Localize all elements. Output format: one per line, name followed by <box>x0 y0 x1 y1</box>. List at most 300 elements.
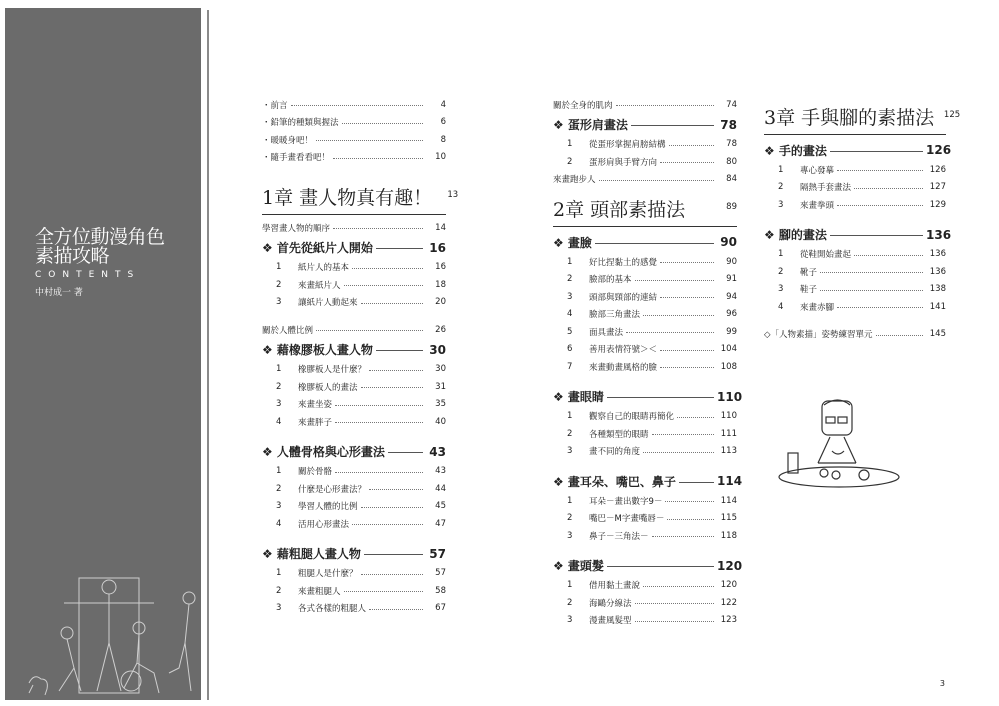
toc-entry-number: 4 <box>778 301 784 312</box>
toc-entry[interactable] <box>764 281 946 299</box>
toc-entry[interactable] <box>262 276 446 294</box>
toc-leader-dots <box>652 434 714 435</box>
toc-entry-title: 2章 頭部素描法 <box>553 199 686 221</box>
toc-entry-title: 讓紙片人動起來 <box>298 298 358 309</box>
toc-leader-dots <box>352 524 423 525</box>
toc-entry[interactable] <box>262 413 446 431</box>
toc-leader-dots <box>607 566 714 567</box>
toc-leader-dots <box>335 472 423 473</box>
toc-leader-dots <box>342 123 423 124</box>
toc-leader-dots <box>837 307 923 308</box>
toc-leader-dots <box>677 417 714 418</box>
toc-leader-dots <box>667 519 714 520</box>
toc-column-3 <box>764 96 961 507</box>
toc-entry-title: 來畫拳頭 <box>800 200 835 211</box>
toc-leader-dots <box>669 145 714 146</box>
toc-entry[interactable] <box>553 271 737 289</box>
toc-entry-title: ❖ 人體骨格與心形畫法 <box>262 445 385 459</box>
toc-page-number: 16 <box>429 240 446 255</box>
toc-spacer <box>262 533 446 543</box>
toc-page-number: 80 <box>726 156 737 167</box>
toc-entry[interactable] <box>553 527 737 545</box>
toc-entry[interactable] <box>262 396 446 414</box>
toc-entry-number: 1 <box>778 249 784 260</box>
toc-spacer <box>553 376 737 386</box>
toc-entry-number: 3 <box>567 291 573 302</box>
toc-entry-number: 1 <box>276 364 282 375</box>
toc-entry-title: 來畫胖子 <box>298 417 333 428</box>
toc-leader-dots <box>830 151 923 152</box>
toc-entry-title: 臉部三角畫法 <box>589 310 641 321</box>
toc-section-heading[interactable] <box>553 114 737 136</box>
toc-leader-dots <box>660 297 714 298</box>
toc-entry-number: 6 <box>567 344 573 355</box>
toc-entry-number: 1 <box>276 262 282 273</box>
toc-leader-dots <box>344 285 423 286</box>
toc-entry-number: 2 <box>276 279 282 290</box>
toc-entry[interactable] <box>764 161 946 179</box>
toc-leader-dots <box>369 489 423 490</box>
artist-at-desk-illustration <box>774 393 904 503</box>
toc-page-number: 118 <box>720 530 737 541</box>
toc-leader-dots <box>369 609 423 610</box>
toc-entry[interactable] <box>553 96 737 114</box>
toc-entry[interactable] <box>262 321 446 339</box>
toc-leader-dots <box>335 405 423 406</box>
toc-entry[interactable] <box>262 259 446 277</box>
toc-page-number: 14 <box>435 222 446 233</box>
toc-entry-number: 3 <box>276 399 282 410</box>
toc-entry-title: 專心發摹 <box>800 165 835 176</box>
toc-page-number: 99 <box>726 326 737 337</box>
toc-leader-dots <box>635 280 714 281</box>
toc-page-number: 127 <box>929 182 946 193</box>
toc-entry[interactable] <box>553 288 737 306</box>
toc-page-number: 96 <box>726 309 737 320</box>
toc-entry[interactable] <box>262 361 446 379</box>
toc-entry[interactable] <box>262 480 446 498</box>
toc-entry[interactable] <box>262 565 446 583</box>
toc-entry[interactable] <box>262 582 446 600</box>
toc-entry-title: 面具畫法 <box>589 327 624 338</box>
toc-entry-number: 2 <box>276 483 282 494</box>
toc-page-number: 35 <box>435 399 446 410</box>
sidebar-panel <box>5 8 201 700</box>
toc-entry-title: ❖ 畫眼睛 <box>553 390 604 404</box>
toc-entry-number: 2 <box>567 428 573 439</box>
toc-entry-title: ・鉛筆的種類與握法 <box>262 118 339 129</box>
toc-entry[interactable] <box>553 594 737 612</box>
toc-entry-number: 1 <box>276 568 282 579</box>
toc-entry-title: 來畫赤腳 <box>800 302 835 313</box>
sidebar-divider <box>207 10 209 700</box>
toc-entry-number: 2 <box>567 597 573 608</box>
toc-entry-title: ❖ 畫耳朵、嘴巴、鼻子 <box>553 474 676 489</box>
toc-entry[interactable] <box>262 463 446 481</box>
toc-leader-dots <box>652 536 714 537</box>
toc-entry[interactable] <box>262 96 446 114</box>
toc-leader-dots <box>316 140 423 141</box>
toc-entry-title: ❖ 首先從紙片人開始 <box>262 241 373 255</box>
toc-spacer <box>262 166 446 176</box>
toc-entry-number: 2 <box>567 274 573 285</box>
toc-entry-title: ◇「人物素描」姿勢練習單元 <box>764 330 873 341</box>
toc-leader-dots <box>291 105 423 106</box>
toc-entry-title: 關於骨骼 <box>298 467 333 478</box>
toc-entry[interactable] <box>553 510 737 528</box>
toc-entry-title: 各式各樣的粗腿人 <box>298 604 367 615</box>
toc-page-number: 90 <box>726 256 737 267</box>
toc-entry[interactable] <box>764 196 946 214</box>
toc-leader-dots <box>607 397 714 398</box>
toc-page-number: 114 <box>717 474 743 488</box>
toc-entry-title: 耳朵－畫出數字9－ <box>589 496 663 507</box>
toc-page-number: 10 <box>435 152 446 163</box>
toc-page-number: 40 <box>435 416 446 427</box>
toc-section-heading[interactable] <box>553 470 743 492</box>
toc-page-number: 78 <box>726 139 737 150</box>
toc-entry-number: 1 <box>567 256 573 267</box>
toc-entry[interactable] <box>553 341 737 359</box>
toc-column-2 <box>553 96 743 629</box>
toc-page-number: 115 <box>720 513 737 524</box>
toc-entry-title: 靴子 <box>800 267 818 278</box>
toc-section-heading[interactable] <box>764 224 952 246</box>
toc-spacer <box>553 545 737 555</box>
toc-entry[interactable] <box>553 492 737 510</box>
toc-entry-title: 畫不同的角度 <box>589 447 641 458</box>
toc-page-number: 138 <box>929 284 946 295</box>
toc-entry[interactable] <box>553 408 737 426</box>
toc-leader-dots <box>854 188 923 189</box>
toc-entry-title: 什麼是心形畫法？ <box>298 484 367 495</box>
toc-leader-dots <box>344 591 423 592</box>
toc-entry-number: 2 <box>567 156 573 167</box>
toc-entry-number: 3 <box>778 199 784 210</box>
toc-section-heading[interactable] <box>262 339 446 361</box>
toc-entry[interactable] <box>262 294 446 312</box>
toc-page-number: 84 <box>726 174 737 185</box>
toc-entry-title: 粗腿人是什麼？ <box>298 569 358 580</box>
toc-entry-title: ❖ 畫臉 <box>553 235 592 250</box>
toc-entry-title: 隔熱手套畫法 <box>800 183 852 194</box>
toc-entry[interactable] <box>262 149 446 167</box>
toc-page-number: 89 <box>726 202 737 212</box>
toc-entry[interactable] <box>262 378 446 396</box>
toc-chapter-heading[interactable] <box>553 188 737 227</box>
toc-page-number: 111 <box>720 428 737 439</box>
toc-page-number: 113 <box>720 446 737 457</box>
toc-page-number: 136 <box>929 266 946 277</box>
toc-spacer <box>262 311 446 321</box>
toc-page-number: 120 <box>717 558 743 573</box>
toc-entry-number: 1 <box>567 580 573 591</box>
toc-entry-title: 海鷗分線法 <box>589 598 632 609</box>
toc-entry-title: 橡膠板人的畫法 <box>298 382 358 393</box>
toc-entry-title: ・暖暖身吧！ <box>262 135 314 146</box>
toc-leader-dots <box>316 330 423 331</box>
toc-entry-title: 借用黏土畫說 <box>589 581 641 592</box>
toc-page-number: 145 <box>929 329 946 340</box>
toc-entry-title: ❖ 手的畫法 <box>764 143 827 158</box>
toc-leader-dots <box>599 180 714 181</box>
toc-leader-dots <box>837 170 923 171</box>
toc-entry[interactable] <box>553 358 737 376</box>
toc-entry-number: 3 <box>276 501 282 512</box>
toc-section-heading[interactable] <box>553 555 743 577</box>
toc-page-number: 126 <box>926 143 952 157</box>
toc-page-number: 78 <box>720 117 737 132</box>
toc-entry-title: 來畫跑步人 <box>553 175 596 186</box>
toc-entry[interactable] <box>764 246 946 264</box>
page-number: 3 <box>939 679 945 688</box>
toc-entry-title: 鼻子－三角法－ <box>589 531 649 542</box>
toc-entry-title: 來畫紙片人 <box>298 280 341 291</box>
toc-leader-dots <box>376 350 423 351</box>
toc-entry-title: 善用表情符號＞＜ <box>589 345 658 356</box>
toc-entry-number: 2 <box>778 182 784 193</box>
toc-entry-title: 關於全身的肌肉 <box>553 100 613 111</box>
toc-page-number: 57 <box>435 568 446 579</box>
toc-leader-dots <box>876 335 923 336</box>
toc-entry-title: 來畫坐姿 <box>298 400 333 411</box>
toc-leader-dots <box>364 554 423 555</box>
toc-chapter-heading[interactable] <box>764 96 961 135</box>
toc-page-number: 91 <box>726 274 737 285</box>
toc-page-number: 6 <box>440 117 446 128</box>
contents-label: CONTENTS <box>35 270 141 280</box>
toc-section-heading[interactable] <box>553 386 743 408</box>
toc-entry-title: 1章 畫人物真有趣！ <box>262 187 433 209</box>
toc-entry-title: ❖ 蛋形肩畫法 <box>553 118 628 132</box>
toc-entry[interactable] <box>262 515 446 533</box>
toc-entry-number: 3 <box>567 615 573 626</box>
toc-entry-title: 學習人體的比例 <box>298 502 358 513</box>
toc-leader-dots <box>820 290 923 291</box>
toc-entry[interactable] <box>764 179 946 197</box>
toc-page-number: 4 <box>440 99 446 110</box>
toc-entry[interactable] <box>553 306 737 324</box>
toc-leader-dots <box>361 387 423 388</box>
toc-entry-title: 從鞋開始畫起 <box>800 250 852 261</box>
toc-entry-number: 1 <box>276 466 282 477</box>
toc-entry[interactable] <box>764 326 946 344</box>
toc-entry-number: 4 <box>276 416 282 427</box>
toc-leader-dots <box>643 586 714 587</box>
toc-leader-dots <box>335 422 423 423</box>
toc-leader-dots <box>626 332 714 333</box>
toc-entry-number: 3 <box>567 530 573 541</box>
toc-entry[interactable] <box>553 425 737 443</box>
toc-leader-dots <box>660 262 714 263</box>
toc-leader-dots <box>837 205 923 206</box>
toc-leader-dots <box>616 105 714 106</box>
toc-leader-dots <box>333 228 423 229</box>
toc-leader-dots <box>660 162 714 163</box>
toc-entry-title: 嘴巴－M字畫嘴唇－ <box>589 514 665 525</box>
toc-entry-number: 2 <box>567 513 573 524</box>
toc-spacer <box>553 460 737 470</box>
figure-sketch-illustration <box>19 573 199 698</box>
toc-leader-dots <box>635 621 714 622</box>
toc-entry-title: ❖ 藉粗腿人畫人物 <box>262 547 361 561</box>
toc-entry-title: ・隨手畫看看吧！ <box>262 153 331 164</box>
toc-page-number: 136 <box>929 249 946 260</box>
toc-leader-dots <box>660 367 714 368</box>
toc-entry[interactable] <box>553 577 737 595</box>
toc-entry-number: 4 <box>276 518 282 529</box>
toc-entry-title: 紙片人的基本 <box>298 263 350 274</box>
toc-leader-dots <box>660 350 714 351</box>
toc-page-number: 43 <box>429 444 446 459</box>
toc-entry-title: 漫畫風髮型 <box>589 616 632 627</box>
toc-page-number: 30 <box>435 364 446 375</box>
toc-page-number: 16 <box>435 262 446 273</box>
toc-entry-title: ❖ 藉橡膠板人畫人物 <box>262 343 373 357</box>
toc-page-number: 125 <box>943 110 961 120</box>
toc-entry-number: 3 <box>567 446 573 457</box>
toc-entry[interactable] <box>553 253 737 271</box>
author-label: 中村成一 著 <box>35 288 83 298</box>
toc-page-number: 44 <box>435 483 446 494</box>
toc-entry-number: 7 <box>567 361 573 372</box>
toc-page-number: 120 <box>720 580 737 591</box>
toc-entry[interactable] <box>262 498 446 516</box>
toc-entry-title: 3章 手與腳的素描法 <box>764 107 935 129</box>
toc-entry-number: 1 <box>778 164 784 175</box>
toc-entry-title: 來畫粗腿人 <box>298 586 341 597</box>
toc-leader-dots <box>352 268 423 269</box>
toc-page-number: 136 <box>926 227 952 242</box>
toc-entry-title: 從蛋形掌握肩膀結構 <box>589 140 666 151</box>
toc-entry-title: 各種類型的眼睛 <box>589 429 649 440</box>
toc-page-number: 13 <box>447 190 459 200</box>
toc-spacer <box>764 214 946 224</box>
toc-entry-title: 來畫動畫風格的臉 <box>589 362 658 373</box>
toc-leader-dots <box>361 574 423 575</box>
toc-section-heading[interactable] <box>262 237 446 259</box>
toc-entry-title: 關於人體比例 <box>262 325 314 336</box>
toc-spacer <box>764 316 946 326</box>
toc-leader-dots <box>679 482 714 483</box>
toc-entry-title: ❖ 腳的畫法 <box>764 228 827 242</box>
toc-page-number: 30 <box>429 342 446 357</box>
toc-page-number: 8 <box>440 134 446 145</box>
toc-entry-number: 3 <box>276 297 282 308</box>
toc-entry[interactable] <box>262 131 446 149</box>
toc-entry[interactable] <box>764 298 946 316</box>
toc-page-number: 126 <box>929 164 946 175</box>
toc-entry[interactable] <box>262 114 446 132</box>
toc-entry-number: 5 <box>567 326 573 337</box>
toc-entry[interactable] <box>553 171 737 189</box>
toc-page-number: 122 <box>720 597 737 608</box>
toc-entry[interactable] <box>553 136 737 154</box>
toc-page-number: 26 <box>435 324 446 335</box>
toc-page-number: 129 <box>929 199 946 210</box>
toc-page-number: 45 <box>435 501 446 512</box>
toc-leader-dots <box>369 370 423 371</box>
toc-entry-title: 臉部的基本 <box>589 275 632 286</box>
toc-entry-number: 1 <box>567 495 573 506</box>
toc-page-number: 123 <box>720 615 737 626</box>
toc-entry-title: 活用心形畫法 <box>298 519 350 530</box>
toc-section-heading[interactable] <box>262 441 446 463</box>
toc-page-number: 114 <box>720 495 737 506</box>
toc-entry[interactable] <box>764 263 946 281</box>
book-title <box>35 228 165 266</box>
toc-leader-dots <box>333 158 423 159</box>
toc-page-number: 43 <box>435 466 446 477</box>
toc-entry[interactable] <box>262 219 446 237</box>
toc-entry-title: 好比捏黏土的感覺 <box>589 257 658 268</box>
toc-page-number: 141 <box>929 301 946 312</box>
toc-entry[interactable] <box>553 323 737 341</box>
toc-entry[interactable] <box>553 153 737 171</box>
toc-page-number: 67 <box>435 603 446 614</box>
toc-entry-number: 3 <box>778 284 784 295</box>
toc-entry-number: 2 <box>276 585 282 596</box>
toc-leader-dots <box>643 452 714 453</box>
toc-entry-number: 1 <box>567 411 573 422</box>
toc-leader-dots <box>643 315 714 316</box>
toc-page-number: 94 <box>726 291 737 302</box>
toc-entry-title: 學習畫人物的順序 <box>262 223 331 234</box>
toc-leader-dots <box>830 235 923 236</box>
toc-page-number: 110 <box>720 411 737 422</box>
toc-entry-title: ❖ 畫頭髮 <box>553 559 604 573</box>
toc-leader-dots <box>665 501 714 502</box>
toc-entry-number: 2 <box>778 266 784 277</box>
toc-leader-dots <box>595 243 714 244</box>
toc-page-number: 74 <box>726 99 737 110</box>
toc-leader-dots <box>820 272 923 273</box>
toc-page-number: 104 <box>720 344 737 355</box>
toc-page-number: 20 <box>435 297 446 308</box>
toc-leader-dots <box>361 507 423 508</box>
toc-leader-dots <box>854 255 923 256</box>
toc-section-heading[interactable] <box>764 139 952 161</box>
toc-entry[interactable] <box>262 600 446 618</box>
toc-entry-title: 觀察自己的眼睛再簡化 <box>589 412 675 423</box>
toc-page-number: 110 <box>717 389 743 404</box>
toc-page-number: 47 <box>435 518 446 529</box>
toc-entry[interactable] <box>553 443 737 461</box>
toc-leader-dots <box>631 125 714 126</box>
toc-page-number: 58 <box>435 585 446 596</box>
toc-leader-dots <box>376 248 423 249</box>
toc-section-heading[interactable] <box>262 543 446 565</box>
toc-leader-dots <box>388 452 423 453</box>
toc-entry-title: 橡膠板人是什麼？ <box>298 365 367 376</box>
toc-entry-number: 1 <box>567 139 573 150</box>
toc-entry-title: ・前言 <box>262 100 288 111</box>
toc-entry-title: 鞋子 <box>800 285 818 296</box>
toc-page-number: 18 <box>435 279 446 290</box>
toc-page-number: 31 <box>435 381 446 392</box>
toc-page-number: 108 <box>720 361 737 372</box>
toc-section-heading[interactable] <box>553 231 737 253</box>
toc-chapter-heading[interactable] <box>262 176 459 215</box>
toc-leader-dots <box>635 603 714 604</box>
toc-page-number: 90 <box>720 235 737 249</box>
toc-entry-number: 3 <box>276 603 282 614</box>
toc-entry[interactable] <box>553 612 737 630</box>
toc-page-number: 57 <box>429 546 446 561</box>
toc-entry-number: 2 <box>276 381 282 392</box>
toc-leader-dots <box>361 303 423 304</box>
toc-spacer <box>262 431 446 441</box>
